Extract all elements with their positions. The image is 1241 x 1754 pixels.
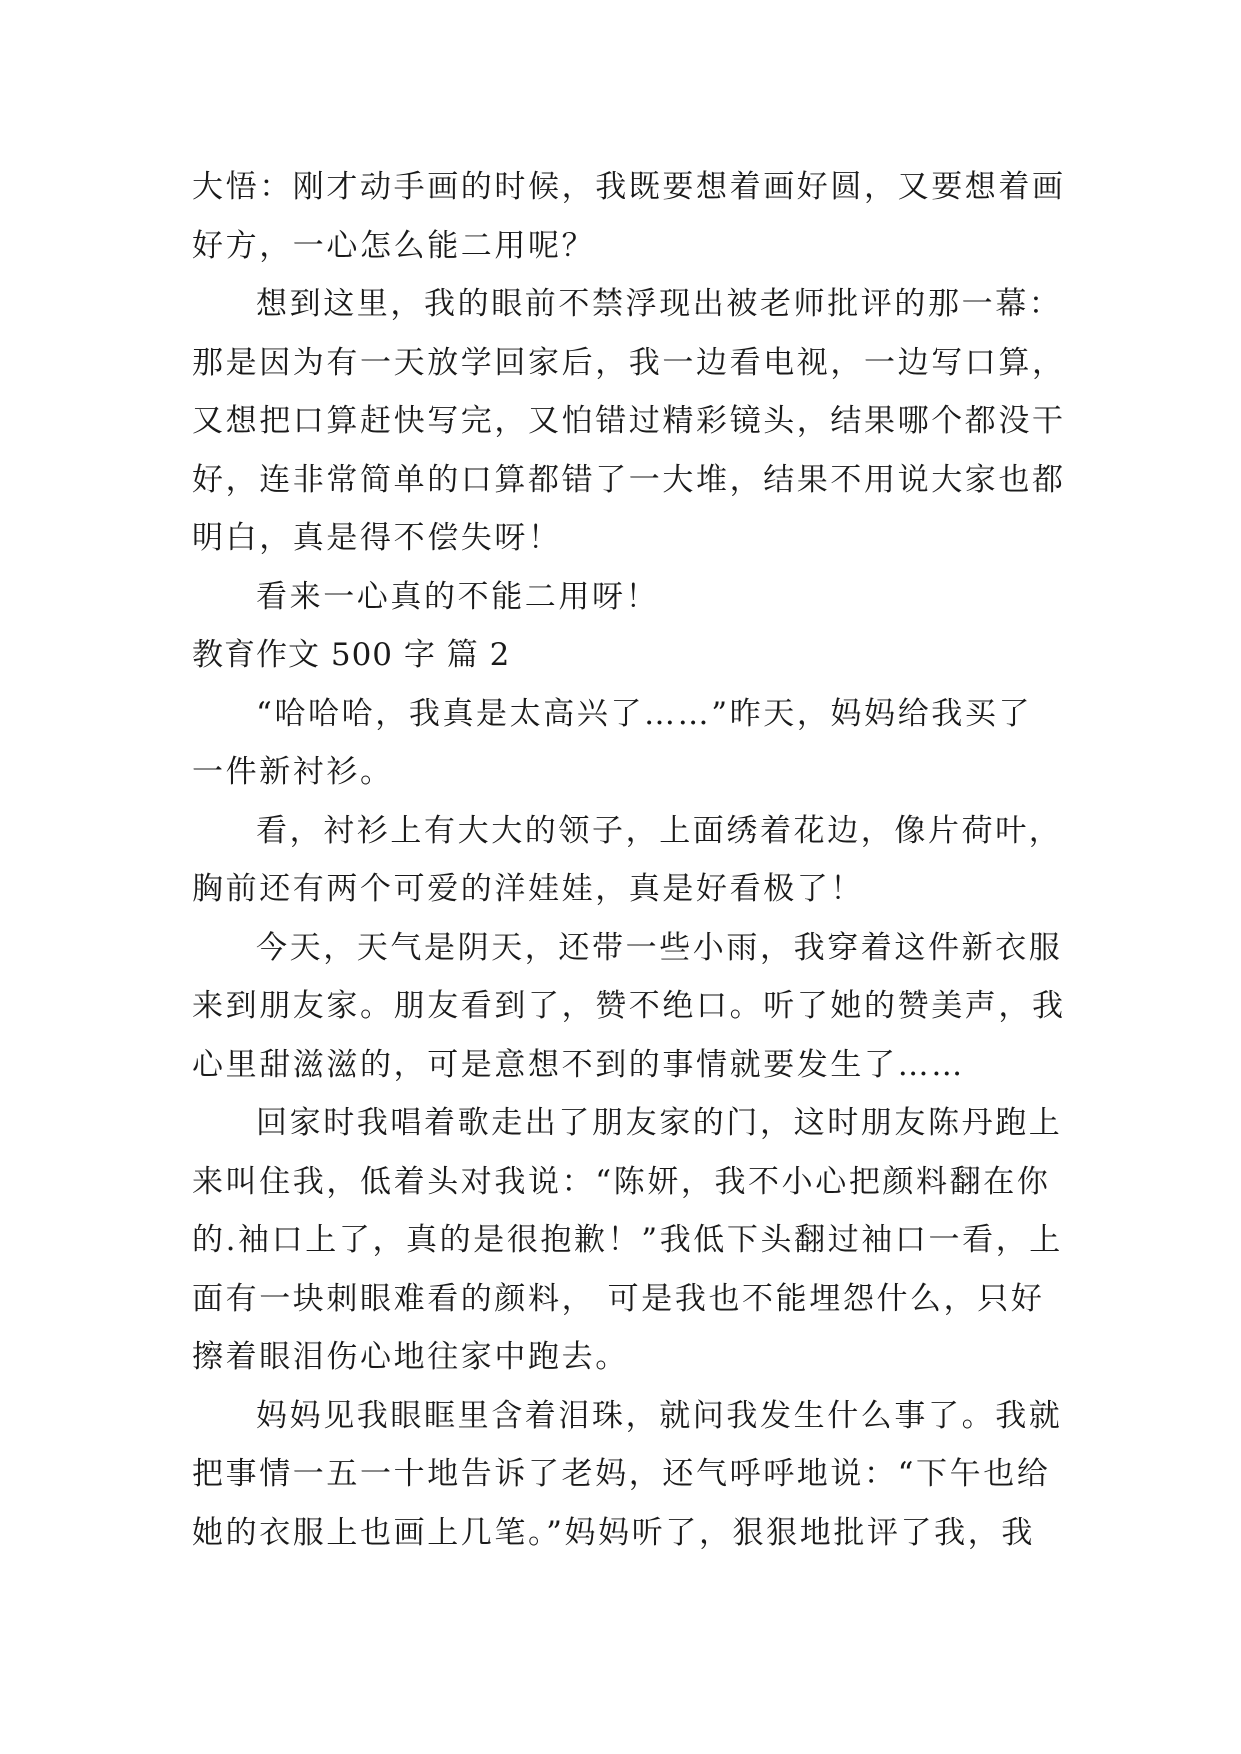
text-line: 面有一块刺眼难看的颜料， 可是我也不能埋怨什么，只好 xyxy=(192,1280,1045,1317)
text-line: 那是因为有一天放学回家后，我一边看电视，一边写口算， xyxy=(192,344,1066,381)
text-line: 胸前还有两个可爱的洋娃娃，真是好看极了！ xyxy=(192,871,864,907)
text-line: 擦着眼泪伤心地往家中跑去。 xyxy=(192,1339,629,1375)
paragraph-start-line: 看来一心真的不能二用呀！ xyxy=(256,578,660,615)
text-line: 的.袖口上了，真的是很抱歉！”我低下头翻过袖口一看，上 xyxy=(192,1222,1063,1258)
paragraph-start-line: “哈哈哈，我真是太高兴了……”昨天，妈妈给我买了 xyxy=(256,695,1033,732)
text-line: 一件新衬衫。 xyxy=(192,754,394,790)
paragraph-start-line: 今天，天气是阴天，还带一些小雨，我穿着这件新衣服 xyxy=(256,929,1063,966)
section-heading: 教育作文 500 字 篇 2 xyxy=(192,637,511,673)
text-line: 好方，一心怎么能二用呢？ xyxy=(192,227,596,264)
text-line: 好，连非常简单的口算都错了一大堆，结果不用说大家也都 xyxy=(192,461,1066,498)
text-line: 又想把口算赶快写完，又怕错过精彩镜头，结果哪个都没干 xyxy=(192,403,1066,439)
text-line: 把事情一五一十地告诉了老妈，还气呼呼地说：“下午也给 xyxy=(192,1456,1051,1492)
paragraph-start-line: 妈妈见我眼眶里含着泪珠，就问我发生什么事了。我就 xyxy=(256,1397,1063,1434)
text-line: 她的衣服上也画上几笔。”妈妈听了，狠狠地批评了我，我 xyxy=(192,1514,1035,1551)
paragraph-start-line: 回家时我唱着歌走出了朋友家的门，这时朋友陈丹跑上 xyxy=(256,1105,1063,1141)
text-line: 明白，真是得不偿失呀！ xyxy=(192,520,562,556)
paragraph-start-line: 看，衬衫上有大大的领子，上面绣着花边，像片荷叶， xyxy=(256,812,1063,849)
document-body xyxy=(192,158,1092,1562)
text-line: 来叫住我，低着头对我说：“陈妍，我不小心把颜料翻在你 xyxy=(192,1163,1051,1200)
text-line: 心里甜滋滋的，可是意想不到的事情就要发生了…… xyxy=(192,1046,965,1083)
paragraph-start-line: 想到这里，我的眼前不禁浮现出被老师批评的那一幕： xyxy=(256,286,1063,322)
text-line: 大悟：刚才动手画的时候，我既要想着画好圆，又要想着画 xyxy=(192,169,1066,205)
text-line: 来到朋友家。朋友看到了，赞不绝口。听了她的赞美声，我 xyxy=(192,988,1066,1024)
